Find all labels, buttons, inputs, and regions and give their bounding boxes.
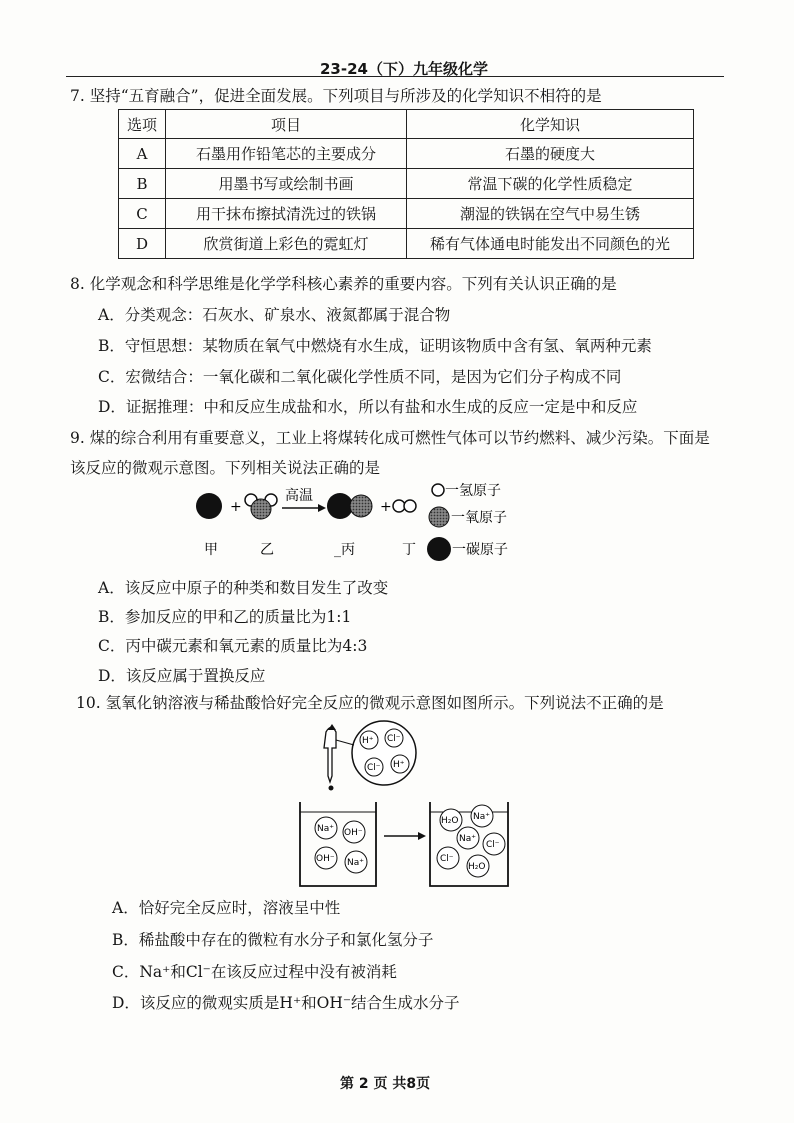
table-row <box>119 199 694 229</box>
q8-option-a: A．分类观念：石灰水、矿泉水、液氮都属于混合物 <box>98 306 451 324</box>
plus-sign: + <box>380 499 392 515</box>
dropper-bulb <box>328 724 336 730</box>
table-cell: 石墨用作铅笔芯的主要成分 <box>166 139 407 169</box>
legend-hydrogen-label: 一氢原子 <box>445 483 501 499</box>
q10-option-c: C．Na⁺和Cl⁻在该反应过程中没有被消耗 <box>112 963 397 981</box>
ion-label: Cl⁻ <box>367 763 381 773</box>
table-header-cell: 选项 <box>119 110 166 139</box>
ion-label: Cl⁻ <box>387 734 401 744</box>
table-header-cell: 项目 <box>166 110 407 139</box>
droplet-icon <box>329 786 334 791</box>
q9-stem-line1: 9. 煤的综合利用有重要意义，工业上将煤转化成可燃性气体可以节约燃料、减少污染。下面是 <box>70 429 710 447</box>
page-number: 第 2 页 共8页 <box>340 1076 431 1092</box>
zoom-circle <box>352 721 416 785</box>
table-cell: C <box>119 199 166 229</box>
ion-label: H⁺ <box>362 736 374 746</box>
q9-option-c: C．丙中碳元素和氧元素的质量比为4:3 <box>98 637 368 655</box>
legend-oxygen-label: 一氧原子 <box>451 510 507 526</box>
q9-reaction-diagram <box>190 478 530 570</box>
q8-stem: 8. 化学观念和科学思维是化学学科核心素养的重要内容。下列有关认识正确的是 <box>70 275 617 293</box>
q10-option-b: B．稀盐酸中存在的微粒有水分子和氯化氢分子 <box>112 931 434 949</box>
table-header-row <box>119 110 694 139</box>
q10-option-a: A．恰好完全反应时，溶液呈中性 <box>112 899 341 917</box>
label-ding: 丁 <box>402 542 416 558</box>
q8-option-c: C．宏微结合：一氧化碳和二氧化碳化学性质不同，是因为它们分子构成不同 <box>98 368 622 386</box>
q8-option-b: B．守恒思想：某物质在氧气中燃烧有水生成，证明该物质中含有氢、氧两种元素 <box>98 337 652 355</box>
table-cell: 石墨的硬度大 <box>407 139 694 169</box>
table-cell: 稀有气体通电时能发出不同颜色的光 <box>407 229 694 259</box>
ion-label: H₂O <box>441 816 459 826</box>
ion-label: OH⁻ <box>344 828 363 838</box>
arrow-head <box>318 504 326 512</box>
table-cell: A <box>119 139 166 169</box>
q9-option-b: B．参加反应的甲和乙的质量比为1:1 <box>98 608 352 626</box>
legend-carbon-label: 一碳原子 <box>452 542 508 558</box>
table-cell: 欣赏街道上彩色的霓虹灯 <box>166 229 407 259</box>
zoom-pointer <box>336 740 354 745</box>
ion-label: Na⁺ <box>317 824 334 834</box>
hydrogen-atom-icon <box>404 500 416 512</box>
table-cell: 常温下碳的化学性质稳定 <box>407 169 694 199</box>
hydrogen-atom-icon <box>393 500 405 512</box>
ion-label: Na⁺ <box>459 834 476 844</box>
carbon-atom-icon <box>196 493 222 519</box>
table-cell: D <box>119 229 166 259</box>
label-bing: _丙 <box>334 542 355 558</box>
ion-label: H⁺ <box>393 760 405 770</box>
table-row <box>119 139 694 169</box>
legend-carbon-icon <box>427 537 451 561</box>
q7-stem: 7. 坚持“五育融合”，促进全面发展。下列项目与所涉及的化学知识不相符的是 <box>70 87 602 105</box>
ion-label: OH⁻ <box>316 854 335 864</box>
plus-sign: + <box>230 499 242 515</box>
carbon-atom-icon <box>327 493 353 519</box>
q10-stem: 10. 氢氧化钠溶液与稀盐酸恰好完全反应的微观示意图如图所示。下列说法不正确的是 <box>76 694 664 712</box>
dropper-icon <box>324 728 336 783</box>
table-header-cell: 化学知识 <box>407 110 694 139</box>
ion-label: Na⁺ <box>347 858 364 868</box>
q8-option-d: D．证据推理：中和反应生成盐和水，所以有盐和水生成的反应一定是中和反应 <box>98 398 638 416</box>
table-cell: B <box>119 169 166 199</box>
ion-label: H₂O <box>468 862 486 872</box>
reaction-condition: 高温 <box>285 488 313 504</box>
q10-option-d: D．该反应的微观实质是H⁺和OH⁻结合生成水分子 <box>112 994 460 1012</box>
table-cell: 用干抹布擦拭清洗过的铁锅 <box>166 199 407 229</box>
page-header-title: 23-24（下）九年级化学 <box>320 60 488 78</box>
ion-label: Cl⁻ <box>440 854 454 864</box>
q9-option-d: D．该反应属于置换反应 <box>98 667 266 685</box>
table-cell: 用墨书写或绘制书画 <box>166 169 407 199</box>
ion-label: Cl⁻ <box>486 840 500 850</box>
ion-label: Na⁺ <box>473 812 490 822</box>
header-divider <box>66 76 724 77</box>
oxygen-atom-icon <box>251 499 271 519</box>
legend-hydrogen-icon <box>432 484 444 496</box>
q9-option-a: A．该反应中原子的种类和数目发生了改变 <box>98 579 389 597</box>
table-cell: 潮湿的铁锅在空气中易生锈 <box>407 199 694 229</box>
table-row <box>119 169 694 199</box>
legend-oxygen-icon <box>429 507 449 527</box>
q10-reaction-diagram <box>296 720 526 888</box>
arrow-head <box>418 832 426 840</box>
table-row <box>119 229 694 259</box>
oxygen-atom-icon <box>350 495 372 517</box>
label-jia: 甲 <box>204 542 218 558</box>
beaker-before-icon <box>300 802 376 886</box>
q9-stem-line2: 该反应的微观示意图。下列相关说法正确的是 <box>70 459 381 477</box>
label-yi: 乙 <box>260 542 274 558</box>
q7-table <box>118 109 694 259</box>
